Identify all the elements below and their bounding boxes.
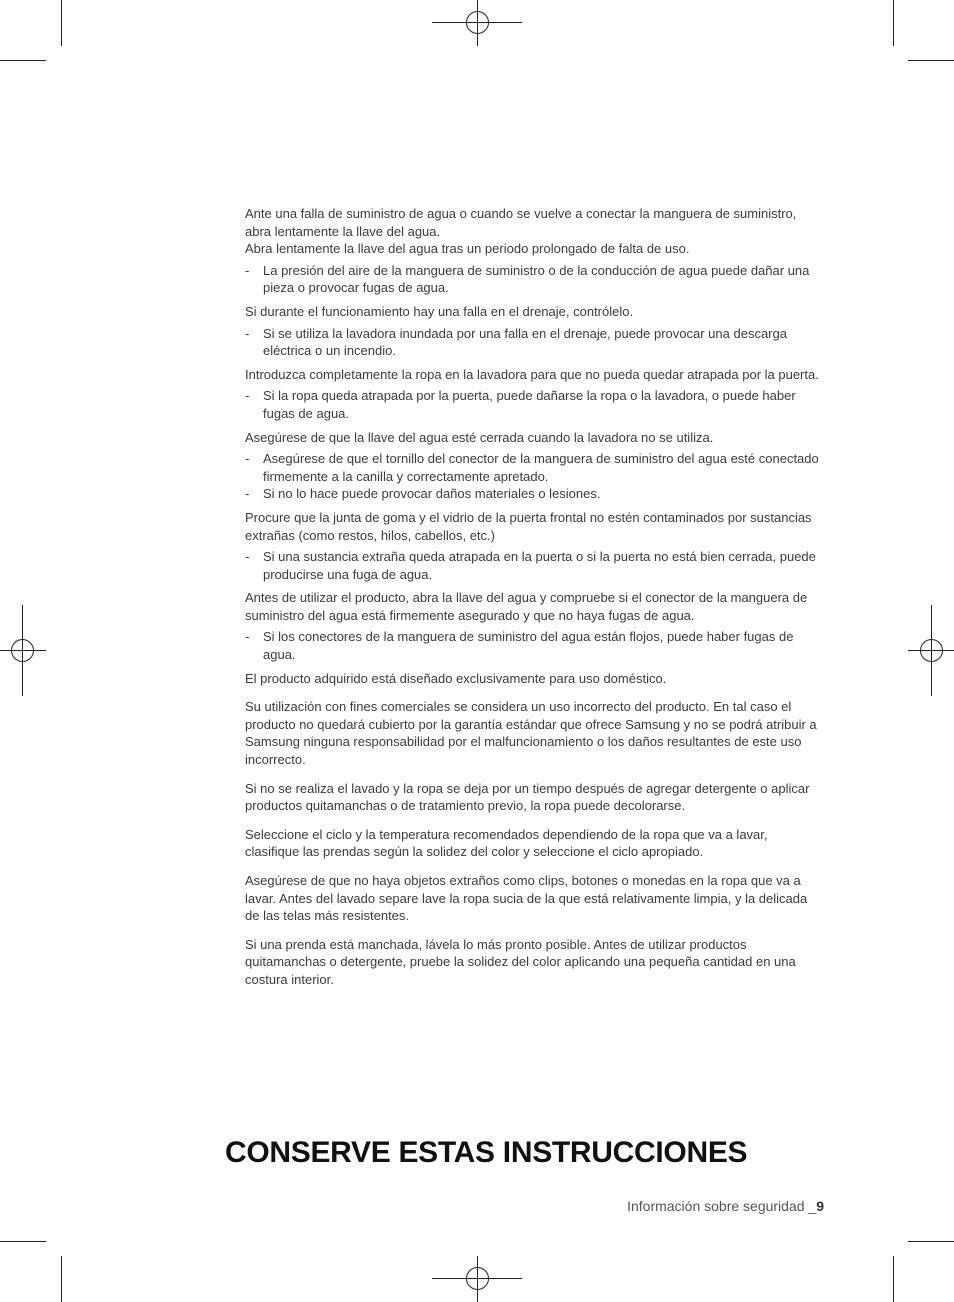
registration-mark-bottom — [432, 1256, 522, 1302]
bullet-text: Si los conectores de la manguera de suministro del agua están flojos, puede haber fugas de agua. — [263, 629, 794, 663]
bullet-text: Si la ropa queda atrapada por la puerta, puede dañarse la ropa o la lavadora, o puede haber fugas de agua. — [263, 388, 796, 421]
bullet-dash: - — [245, 549, 250, 565]
bullet-item — [245, 387, 823, 422]
bullet-item — [245, 450, 823, 485]
page-number: 9 — [816, 1198, 824, 1214]
bullet-item — [245, 325, 823, 360]
bullet-dash: - — [245, 388, 250, 404]
paragraph: Procure que la junta de goma y el vidrio de la puerta frontal no estén contaminados por sustancias extrañas (como restos, hilos, cabellos, etc.) — [245, 509, 812, 543]
safety-instructions-body — [245, 205, 823, 989]
bullet-item — [245, 548, 823, 583]
bullet-item — [245, 628, 823, 663]
bullet-item — [245, 262, 823, 297]
registration-mark-left — [0, 605, 46, 696]
bullet-dash: - — [245, 629, 250, 645]
paragraph: Asegúrese de que la llave del agua esté cerrada cuando la lavadora no se utiliza. — [245, 429, 714, 445]
paragraph: Si durante el funcionamiento hay una falla en el drenaje, contrólelo. — [245, 303, 634, 319]
bullet-item — [245, 485, 823, 503]
page-heading: CONSERVE ESTAS INSTRUCCIONES — [225, 1136, 748, 1169]
bullet-dash: - — [245, 486, 250, 502]
paragraph: Si una prenda está manchada, lávela lo más pronto posible. Antes de utilizar productos quitamanchas o detergente, pruebe la solidez del color aplicando una pequeña cantidad en una costura interior. — [245, 936, 796, 987]
bullet-text: Si no lo hace puede provocar daños materiales o lesiones. — [263, 486, 601, 502]
paragraph: Asegúrese de que no haya objetos extraños como clips, botones o monedas en la ropa que va a lavar. Antes del lavado separe lave la ropa sucia de la que está relativamente limpia, y la delicada de las telas más resistentes. — [245, 873, 808, 924]
bullet-dash: - — [245, 262, 250, 278]
bullet-dash: - — [245, 451, 250, 467]
bullet-text: La presión del aire de la manguera de suministro o de la conducción de agua puede dañar una pieza o provocar fugas de agua. — [263, 262, 810, 296]
paragraph: Ante una falla de suministro de agua o cuando se vuelve a conectar la manguera de suministro, abra lentamente la llave del agua. — [245, 206, 797, 239]
bullet-text: Si se utiliza la lavadora inundada por una falla en el drenaje, puede provocar una descarga eléctrica o un incendio. — [263, 325, 787, 359]
paragraph: Introduzca completamente la ropa en la lavadora para que no pueda quedar atrapada por la puerta. — [245, 366, 819, 382]
paragraph: Abra lentamente la llave del agua tras un periodo prolongado de falta de uso. — [245, 241, 690, 257]
registration-mark-right — [908, 605, 954, 696]
paragraph: Antes de utilizar el producto, abra la llave del agua y compruebe si el conector de la manguera de suministro del agua está firmemente asegurado y que no haya fugas de agua. — [245, 590, 808, 623]
registration-mark-top — [432, 0, 522, 46]
bullet-dash: - — [245, 325, 250, 341]
page-footer — [627, 1198, 824, 1214]
paragraph: Seleccione el ciclo y la temperatura recomendados dependiendo de la ropa que va a lavar, clasifique las prendas según la solidez del color y seleccione el ciclo apropiado. — [245, 826, 768, 860]
paragraph: Su utilización con fines comerciales se considera un uso incorrecto del producto. En tal caso el producto no quedará cubierto por la garantía estándar que ofrece Samsung y no se podrá atribuir a Samsung ninguna responsabilidad por el malfuncionamiento o los daños resultantes de este uso incorrecto. — [245, 699, 817, 768]
footer-section-title: Información sobre seguridad _ — [627, 1198, 817, 1214]
paragraph: El producto adquirido está diseñado exclusivamente para uso doméstico. — [245, 670, 667, 686]
bullet-text: Asegúrese de que el tornillo del conector de la manguera de suministro del agua esté conectado firmemente a la canilla y correctamente apretado. — [263, 451, 819, 484]
paragraph: Si no se realiza el lavado y la ropa se deja por un tiempo después de agregar detergente o aplicar productos quitamanchas o de tratamiento previo, la ropa puede decolorarse. — [245, 780, 810, 814]
bullet-text: Si una sustancia extraña queda atrapada en la puerta o si la puerta no está bien cerrada, puede producirse una fuga de agua. — [263, 549, 816, 582]
